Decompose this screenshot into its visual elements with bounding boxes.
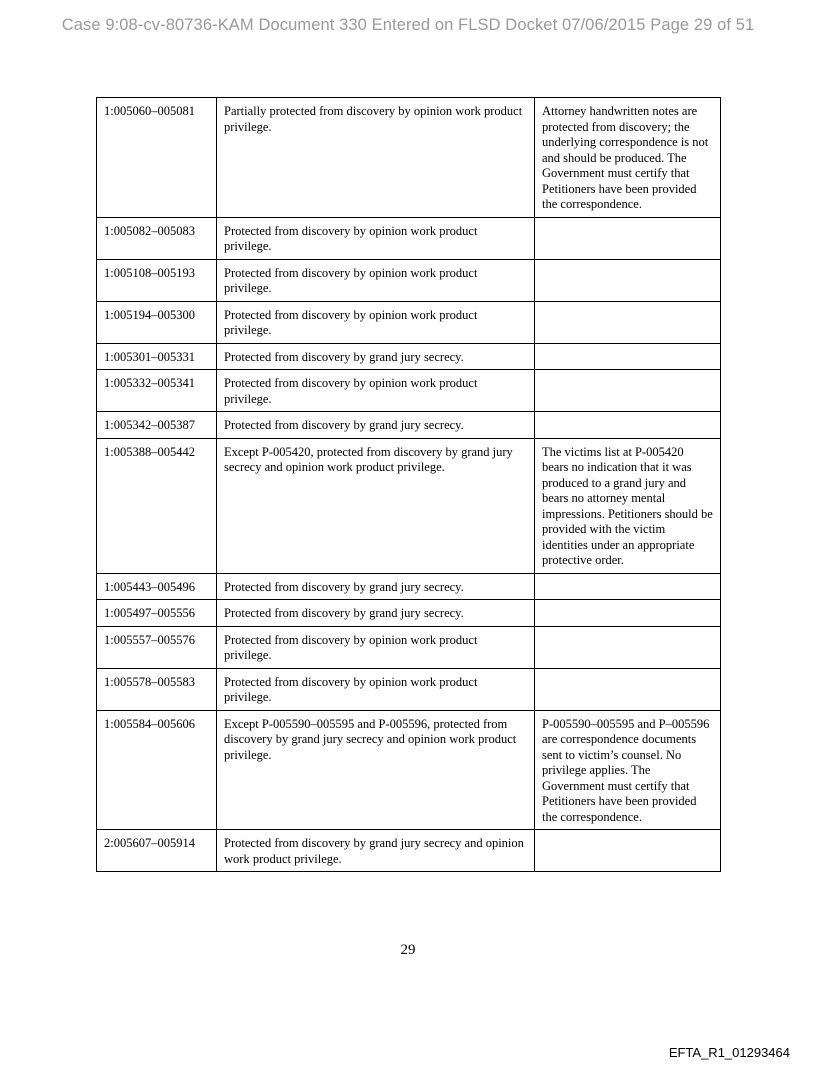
- bates-range-cell: 1:005578–005583: [97, 668, 217, 710]
- note-cell: P-005590–005595 and P–005596 are correspondence documents sent to victim’s counsel. No privilege applies. The Government must certify that Petitioners have been provided the correspondence.: [535, 710, 721, 830]
- table-row: [97, 573, 721, 600]
- table-row: [97, 217, 721, 259]
- ruling-cell: Protected from discovery by opinion work product privilege.: [217, 370, 535, 412]
- ruling-cell: Protected from discovery by opinion work product privilege.: [217, 259, 535, 301]
- note-cell: [535, 573, 721, 600]
- note-cell: [535, 626, 721, 668]
- ruling-cell: Protected from discovery by grand jury secrecy.: [217, 600, 535, 627]
- bates-stamp: EFTA_R1_01293464: [668, 1045, 790, 1060]
- bates-range-cell: 1:005108–005193: [97, 259, 217, 301]
- bates-range-cell: 1:005342–005387: [97, 412, 217, 439]
- note-cell: [535, 217, 721, 259]
- ruling-cell: Except P-005420, protected from discovery by grand jury secrecy and opinion work product privilege.: [217, 438, 535, 573]
- note-cell: The victims list at P-005420 bears no indication that it was produced to a grand jury and bears no attorney mental impressions. Petitioners should be provided with the victim identities under an appropriate protective order.: [535, 438, 721, 573]
- table-row: [97, 412, 721, 439]
- ruling-cell: Protected from discovery by opinion work product privilege.: [217, 626, 535, 668]
- note-cell: [535, 830, 721, 872]
- table-row: [97, 259, 721, 301]
- bates-range-cell: 2:005607–005914: [97, 830, 217, 872]
- table-row: [97, 600, 721, 627]
- bates-range-cell: 1:005497–005556: [97, 600, 217, 627]
- table-row: [97, 668, 721, 710]
- bates-range-cell: 1:005388–005442: [97, 438, 217, 573]
- bates-range-cell: 1:005060–005081: [97, 98, 217, 218]
- ruling-cell: Protected from discovery by grand jury secrecy.: [217, 343, 535, 370]
- table-row: [97, 370, 721, 412]
- ruling-cell: Except P-005590–005595 and P-005596, protected from discovery by grand jury secrecy and opinion work product privilege.: [217, 710, 535, 830]
- note-cell: [535, 343, 721, 370]
- table-row: [97, 301, 721, 343]
- table-row: [97, 438, 721, 573]
- table-row: [97, 343, 721, 370]
- table-row: [97, 98, 721, 218]
- ruling-cell: Protected from discovery by grand jury secrecy.: [217, 412, 535, 439]
- ruling-cell: Protected from discovery by opinion work product privilege.: [217, 217, 535, 259]
- bates-range-cell: 1:005584–005606: [97, 710, 217, 830]
- bates-range-cell: 1:005332–005341: [97, 370, 217, 412]
- bates-range-cell: 1:005443–005496: [97, 573, 217, 600]
- note-cell: [535, 412, 721, 439]
- note-cell: [535, 259, 721, 301]
- page-number: 29: [400, 942, 416, 958]
- table-row: [97, 830, 721, 872]
- table-row: [97, 626, 721, 668]
- ruling-cell: Protected from discovery by opinion work product privilege.: [217, 301, 535, 343]
- docket-header: Case 9:08-cv-80736-KAM Document 330 Entered on FLSD Docket 07/06/2015 Page 29 of 51: [61, 16, 755, 34]
- note-cell: [535, 668, 721, 710]
- bates-range-cell: 1:005194–005300: [97, 301, 217, 343]
- note-cell: [535, 370, 721, 412]
- ruling-cell: Protected from discovery by grand jury secrecy.: [217, 573, 535, 600]
- ruling-cell: Protected from discovery by opinion work product privilege.: [217, 668, 535, 710]
- bates-range-cell: 1:005301–005331: [97, 343, 217, 370]
- ruling-cell: Protected from discovery by grand jury secrecy and opinion work product privilege.: [217, 830, 535, 872]
- table-row: [97, 710, 721, 830]
- ruling-cell: Partially protected from discovery by opinion work product privilege.: [217, 98, 535, 218]
- note-cell: [535, 301, 721, 343]
- note-cell: [535, 600, 721, 627]
- bates-range-cell: 1:005557–005576: [97, 626, 217, 668]
- bates-range-cell: 1:005082–005083: [97, 217, 217, 259]
- privilege-table: [96, 97, 721, 872]
- note-cell: Attorney handwritten notes are protected from discovery; the underlying correspondence is not and should be produced. The Government must certify that Petitioners have been provided the correspondence.: [535, 98, 721, 218]
